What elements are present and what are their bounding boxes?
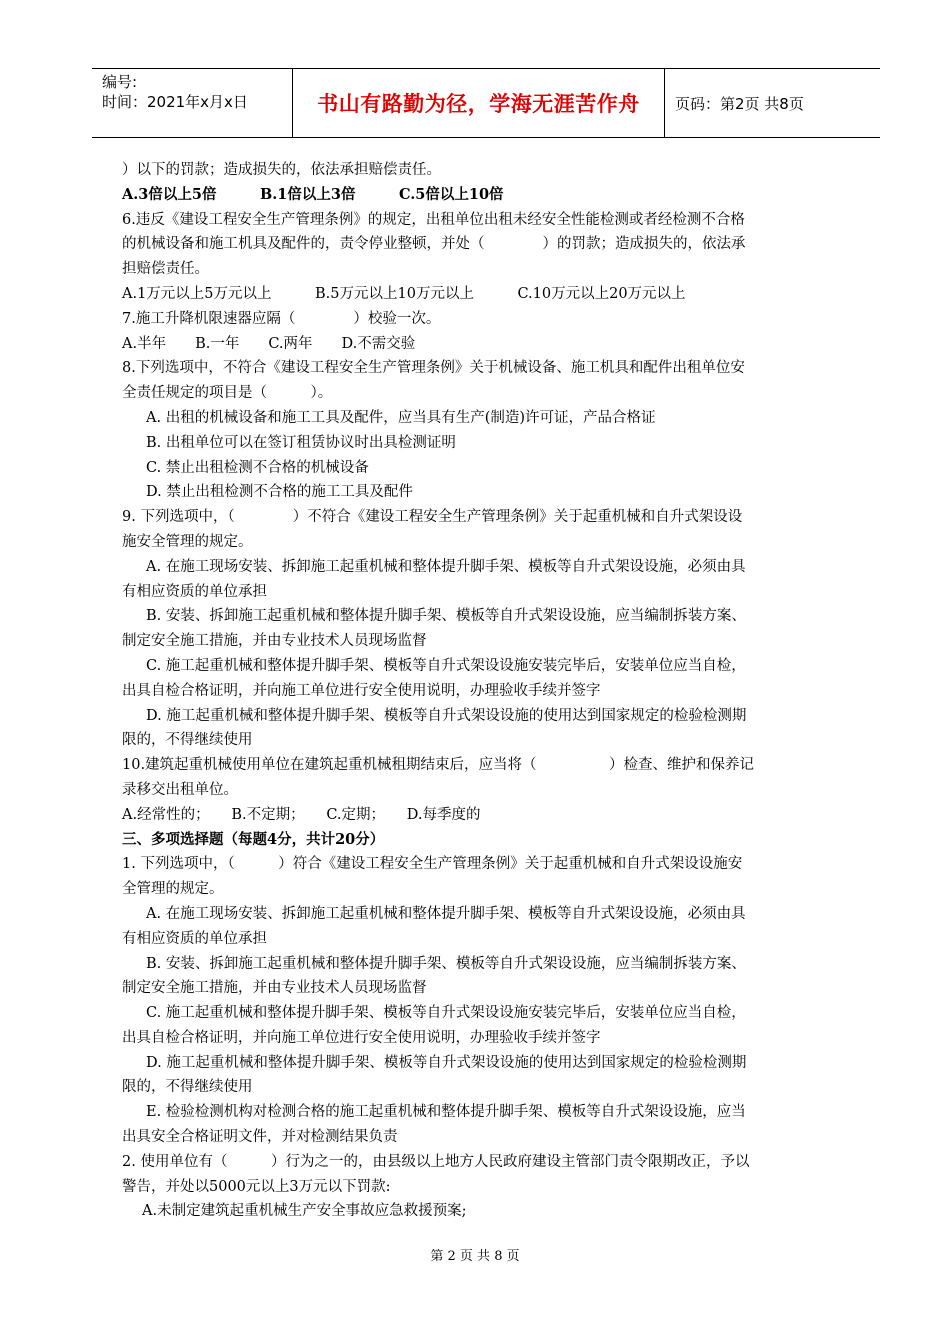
option-a: A. 在施工现场安装、拆卸施工起重机械和整体提升脚手架、模板等自升式架设设施，必须由具 [146, 558, 746, 575]
question-7: 7.施工升降机限速器应隔（ ）校验一次。 [122, 310, 441, 327]
option-c: C. 禁止出租检测不合格的机械设备 [146, 459, 369, 476]
option-d: D. 施工起重机械和整体提升脚手架、模板等自升式架设设施的使用达到国家规定的检验检测期 [146, 1054, 747, 1071]
page-footer: 第 2 页 共 8 页 [430, 1249, 520, 1264]
page-header [92, 68, 880, 138]
text-line: 出具安全合格证明文件，并对检测结果负责 [122, 1129, 398, 1146]
option-b: B. 出租单位可以在签订租赁协议时出具检测证明 [146, 434, 456, 451]
text-line: 限的，不得继续使用 [122, 1079, 253, 1096]
header-page-info: 页码：第2页 共8页 [675, 94, 804, 113]
option-c: C. 施工起重机械和整体提升脚手架、模板等自升式架设设施安装完毕后，安装单位应当自检， [146, 657, 746, 674]
option-d: D. 施工起重机械和整体提升脚手架、模板等自升式架设设施的使用达到国家规定的检验检测期 [146, 707, 747, 724]
answer-options: A.3倍以上5倍 B.1倍以上3倍 C.5倍以上10倍 [122, 185, 504, 203]
section-heading: 三、多项选择题（每题4分，共计20分） [122, 830, 385, 848]
text-line: 制定安全施工措施，并由专业技术人员现场监督 [122, 980, 427, 997]
option-a: A. 出租的机械设备和施工工具及配件，应当具有生产(制造)许可证，产品合格证 [146, 409, 656, 426]
question-10: 10.建筑起重机械使用单位在建筑起重机械租期结束后，应当将（ ）检查、维护和保养记 [122, 757, 755, 774]
answer-options: A.经常性的； B.不定期； C.定期； D.每季度的 [122, 806, 481, 823]
option-a: A.未制定建筑起重机械生产安全事故应急救援预案; [142, 1203, 467, 1220]
answer-options: A.1万元以上5万元以上 B.5万元以上10万元以上 C.10万元以上20万元以上 [122, 285, 686, 302]
header-meta [92, 69, 293, 137]
text-line: 限的，不得继续使用 [122, 732, 253, 749]
text-line: 全责任规定的项目是（ ）。 [122, 385, 333, 402]
option-a: A. 在施工现场安装、拆卸施工起重机械和整体提升脚手架、模板等自升式架设设施，必须由具 [146, 905, 746, 922]
option-d: D. 禁止出租检测不合格的施工工具及配件 [146, 484, 413, 501]
option-c: C. 施工起重机械和整体提升脚手架、模板等自升式架设设施安装完毕后，安装单位应当自检， [146, 1005, 746, 1022]
text-line: 全管理的规定。 [122, 881, 224, 898]
text-line: 录移交出租单位。 [122, 781, 238, 798]
document-body [122, 158, 848, 1224]
option-b: B. 安装、拆卸施工起重机械和整体提升脚手架、模板等自升式架设设施，应当编制拆装方案、 [146, 955, 746, 972]
text-line: 警告，并处以5000元以上3万元以下罚款: [122, 1178, 391, 1195]
text-line: ）以下的罚款；造成损失的，依法承担赔偿责任。 [122, 162, 441, 178]
question-9: 9. 下列选项中，（ ）不符合《建设工程安全生产管理条例》关于起重机械和自升式架设设 [122, 509, 743, 526]
text-line: 有相应资质的单位承担 [122, 930, 267, 947]
question-6: 6.违反《建设工程安全生产管理条例》的规定，出租单位出租未经安全性能检测或者经检测不合格 [122, 211, 745, 228]
question-8: 8.下列选项中，不符合《建设工程安全生产管理条例》关于机械设备、施工机具和配件出租单位安 [122, 360, 745, 377]
text-line: 担赔偿责任。 [122, 261, 209, 278]
text-line: 制定安全施工措施，并由专业技术人员现场监督 [122, 633, 427, 650]
text-line: 施安全管理的规定。 [122, 533, 253, 550]
multi-question-2: 2. 使用单位有（ ）行为之一的，由县级以上地方人民政府建设主管部门责令限期改正，予以 [122, 1153, 750, 1170]
text-line: 出具自检合格证明，并向施工单位进行安全使用说明，办理验收手续并签字 [122, 1029, 601, 1046]
multi-question-1: 1. 下列选项中，（ ）符合《建设工程安全生产管理条例》关于起重机械和自升式架设设施安 [122, 856, 743, 873]
document-date-label: 时间：2021年x月x日 [102, 93, 248, 111]
text-line: 出具自检合格证明，并向施工单位进行安全使用说明，办理验收手续并签字 [122, 682, 601, 699]
text-line: 的机械设备和施工机具及配件的，责令停业整顿，并处（ ）的罚款；造成损失的，依法承 [122, 236, 746, 253]
header-motto: 书山有路勤为径，学海无涯苦作舟 [293, 69, 665, 137]
answer-options: A.半年 B.一年 C.两年 D.不需交验 [122, 335, 416, 352]
text-line: 有相应资质的单位承担 [122, 583, 267, 600]
option-b: B. 安装、拆卸施工起重机械和整体提升脚手架、模板等自升式架设设施，应当编制拆装方案、 [146, 608, 746, 625]
document-number-label: 编号: [102, 73, 138, 91]
option-e: E. 检验检测机构对检测合格的施工起重机械和整体提升脚手架、模板等自升式架设设施，应当 [146, 1104, 746, 1121]
